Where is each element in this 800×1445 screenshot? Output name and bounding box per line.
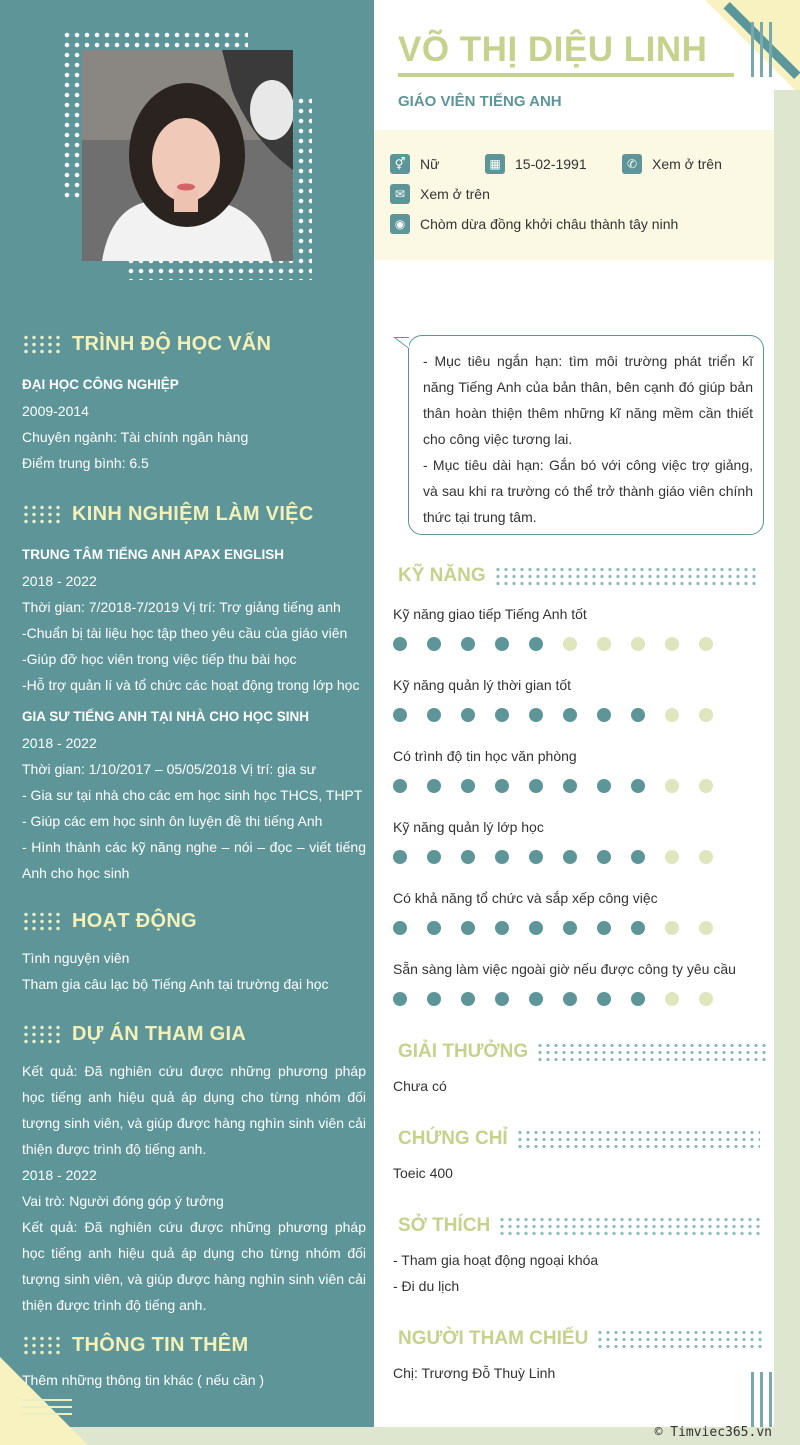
skill-rating	[393, 992, 713, 1006]
address-value: Chòm dừa đồng khởi châu thành tây ninh	[420, 216, 679, 232]
phone-icon: ✆	[622, 154, 642, 174]
dots-decoration	[498, 1216, 760, 1236]
dots-decoration	[536, 1042, 766, 1062]
skill-dot	[393, 850, 407, 864]
activity-item: Tham gia câu lạc bộ Tiếng Anh tại trường đại học	[22, 976, 329, 992]
job-duty: -Giúp đỡ học viên trong việc tiếp thu bài học	[22, 651, 297, 667]
skill-dot	[665, 850, 679, 864]
awards-heading	[398, 1039, 766, 1065]
skill-dot	[461, 708, 475, 722]
hobbies-heading	[398, 1213, 760, 1239]
skill-dot	[563, 850, 577, 864]
candidate-name: VÕ THỊ DIỆU LINH	[398, 30, 708, 69]
objective-short-term: - Mục tiêu ngắn hạn: tìm môi trường phát triển kĩ năng Tiếng Anh của bản thân, bên cạnh đó giúp bản thân hoàn thiện thêm những kĩ năng mềm cần thiết cho công việc tương lai.	[423, 353, 753, 447]
vertical-lines-decoration	[751, 22, 772, 77]
skill-dot	[529, 850, 543, 864]
activity-item: Tình nguyện viên	[22, 950, 130, 966]
skill-dot	[393, 637, 407, 651]
email-value: Xem ở trên	[420, 186, 490, 202]
skill-dot	[699, 850, 713, 864]
skill-label: Có khả năng tổ chức và sắp xếp công việc	[393, 890, 658, 906]
certificates-title: CHỨNG CHỈ	[398, 1128, 508, 1149]
education-heading	[22, 330, 366, 358]
more-info-text: Thêm những thông tin khác ( nếu cần )	[22, 1372, 265, 1388]
contact-email	[390, 184, 490, 204]
mail-icon: ✉	[390, 184, 410, 204]
skill-dot	[393, 708, 407, 722]
awards-text: Chưa có	[393, 1078, 447, 1094]
skill-dot	[563, 921, 577, 935]
job-company: GIA SƯ TIẾNG ANH TẠI NHÀ CHO HỌC SINH	[22, 709, 309, 724]
skill-dot	[597, 992, 611, 1006]
activities-section	[22, 907, 366, 997]
skill-dot	[699, 921, 713, 935]
skill-dot	[461, 779, 475, 793]
skill-dot	[393, 921, 407, 935]
skill-dot	[461, 992, 475, 1006]
experience-title: KINH NGHIỆM LÀM VIỆC	[72, 502, 314, 525]
skill-dot	[597, 850, 611, 864]
skill-label: Có trình độ tin học văn phòng	[393, 748, 577, 764]
skill-label: Kỹ năng quản lý thời gian tốt	[393, 677, 572, 693]
skill-dot	[529, 637, 543, 651]
skill-dot	[461, 637, 475, 651]
vertical-lines-decoration-bottom	[751, 1372, 772, 1427]
job-role: Thời gian: 7/2018-7/2019 Vị trí: Trợ giảng tiếng anh	[22, 599, 341, 615]
project-result: Kết quả: Đã nghiên cứu được những phương pháp học tiếng anh hiệu quả áp dụng cho từng nhóm đối tượng sinh viên, và giúp được hàng nghìn sinh viên cải thiện được trình độ tiếng anh.	[22, 1063, 366, 1157]
education-title: TRÌNH ĐỘ HỌC VẤN	[72, 332, 272, 355]
skill-rating	[393, 637, 713, 651]
dots-decoration	[494, 566, 756, 586]
education-major: Chuyên ngành: Tài chính ngân hàng	[22, 429, 249, 445]
job-duty: -Chuẩn bị tài liệu học tập theo yêu cầu của giáo viên	[22, 625, 348, 641]
more-info-title: THÔNG TIN THÊM	[72, 1333, 249, 1356]
skill-label: Kỹ năng quản lý lớp học	[393, 819, 544, 835]
job-duty: -Hỗ trợ quản lí và tổ chức các hoạt động trong lớp học	[22, 677, 360, 693]
career-objective	[408, 335, 764, 535]
certificates-text: Toeic 400	[393, 1165, 453, 1181]
skill-dot	[529, 779, 543, 793]
skill-label: Kỹ năng giao tiếp Tiếng Anh tốt	[393, 606, 587, 622]
references-text: Chị: Trương Đỗ Thuỳ Linh	[393, 1365, 556, 1381]
birthday-value: 15-02-1991	[515, 156, 587, 172]
job-title: GIÁO VIÊN TIẾNG ANH	[398, 93, 562, 110]
project-period: 2018 - 2022	[22, 1167, 97, 1183]
skill-dot	[393, 779, 407, 793]
certificates-heading	[398, 1126, 760, 1152]
horizontal-lines-decoration	[22, 1399, 72, 1420]
job-period: 2018 - 2022	[22, 735, 97, 751]
skill-dot	[631, 850, 645, 864]
projects-heading	[22, 1020, 366, 1048]
skill-dot	[427, 637, 441, 651]
activities-heading	[22, 907, 366, 935]
dots-decoration	[22, 334, 62, 354]
contact-address	[390, 214, 678, 234]
education-period: 2009-2014	[22, 403, 89, 419]
location-icon: ◉	[390, 214, 410, 234]
skill-dot	[461, 921, 475, 935]
phone-value: Xem ở trên	[652, 156, 722, 172]
references-heading	[398, 1326, 766, 1352]
awards-title: GIẢI THƯỞNG	[398, 1041, 529, 1062]
skill-dot	[495, 850, 509, 864]
skill-dot	[597, 779, 611, 793]
skill-dot	[563, 992, 577, 1006]
skill-dot	[631, 779, 645, 793]
contact-birthday	[485, 154, 587, 174]
projects-title: DỰ ÁN THAM GIA	[72, 1022, 247, 1045]
skill-dot	[699, 708, 713, 722]
skill-dot	[699, 992, 713, 1006]
skill-dot	[665, 992, 679, 1006]
skill-dot	[665, 637, 679, 651]
skill-dot	[529, 921, 543, 935]
education-gpa: Điểm trung bình: 6.5	[22, 455, 149, 471]
dots-decoration	[516, 1129, 760, 1149]
skill-dot	[631, 708, 645, 722]
skills-heading	[398, 563, 756, 589]
skill-rating	[393, 708, 713, 722]
objective-long-term: - Mục tiêu dài hạn: Gắn bó với công việc trợ giảng, và sau khi ra trường có thể trở thành giáo viên chính thức tại trung tâm.	[423, 457, 753, 525]
skill-dot	[427, 921, 441, 935]
hobbies-title: SỞ THÍCH	[398, 1215, 491, 1236]
dots-decoration	[596, 1329, 766, 1349]
project-result: Kết quả: Đã nghiên cứu được những phương pháp học tiếng anh hiệu quả áp dụng cho từng nhóm đối tượng sinh viên, và giúp được hàng nghìn sinh viên cải thiện được trình độ tiếng anh.	[22, 1219, 366, 1313]
skill-dot	[665, 779, 679, 793]
skill-label: Sẵn sàng làm việc ngoài giờ nếu được công ty yêu cầu	[393, 961, 736, 977]
skills-title: KỸ NĂNG	[398, 565, 486, 586]
experience-section	[22, 500, 366, 886]
references-title: NGƯỜI THAM CHIẾU	[398, 1328, 589, 1349]
skill-dot	[597, 708, 611, 722]
education-school: ĐẠI HỌC CÔNG NGHIỆP	[22, 377, 179, 392]
skill-dot	[563, 708, 577, 722]
skill-dot	[495, 708, 509, 722]
skill-dot	[597, 921, 611, 935]
skill-dot	[563, 779, 577, 793]
left-column	[0, 0, 374, 1427]
dots-decoration	[22, 911, 62, 931]
hobby-item: - Tham gia hoạt động ngoại khóa	[393, 1252, 599, 1268]
skill-dot	[699, 637, 713, 651]
profile-photo	[82, 50, 293, 261]
dots-decoration	[22, 504, 62, 524]
dots-decoration	[22, 1024, 62, 1044]
contact-phone	[622, 154, 722, 174]
watermark: © Timviec365.vn	[654, 1425, 772, 1440]
job-duty: - Gia sư tại nhà cho các em học sinh học THCS, THPT	[22, 787, 363, 803]
skill-dot	[461, 850, 475, 864]
projects-section	[22, 1020, 366, 1318]
dots-decoration	[22, 1335, 62, 1355]
skill-dot	[563, 637, 577, 651]
skill-dot	[665, 921, 679, 935]
contact-gender	[390, 154, 439, 174]
project-role: Vai trò: Người đóng góp ý tưởng	[22, 1193, 224, 1209]
experience-heading	[22, 500, 366, 528]
education-section	[22, 330, 366, 476]
skill-dot	[393, 992, 407, 1006]
more-info-heading	[22, 1331, 366, 1359]
job-period: 2018 - 2022	[22, 573, 97, 589]
gender-value: Nữ	[420, 156, 440, 172]
hobby-item: - Đi du lịch	[393, 1278, 460, 1294]
skill-dot	[427, 708, 441, 722]
job-company: TRUNG TÂM TIẾNG ANH APAX ENGLISH	[22, 547, 284, 562]
right-edge-bar	[774, 90, 800, 1430]
speech-bubble-tail-inner	[396, 338, 409, 348]
skill-dot	[495, 992, 509, 1006]
calendar-icon: ▦	[485, 154, 505, 174]
skill-dot	[495, 779, 509, 793]
skill-dot	[495, 637, 509, 651]
gender-icon: ⚥	[390, 154, 410, 174]
skill-dot	[529, 708, 543, 722]
job-duty: - Hình thành các kỹ năng nghe – nói – đọc – viết tiếng Anh cho học sinh	[22, 839, 366, 881]
skill-dot	[631, 992, 645, 1006]
skill-dot	[495, 921, 509, 935]
skill-dot	[631, 637, 645, 651]
skill-dot	[597, 637, 611, 651]
skill-dot	[427, 779, 441, 793]
job-duty: - Giúp các em học sinh ôn luyện đề thi tiếng Anh	[22, 813, 323, 829]
skill-dot	[665, 708, 679, 722]
skill-dot	[427, 850, 441, 864]
skill-dot	[631, 921, 645, 935]
activities-title: HOẠT ĐỘNG	[72, 909, 197, 932]
skill-rating	[393, 850, 713, 864]
skill-dot	[699, 779, 713, 793]
skill-dot	[529, 992, 543, 1006]
skill-dot	[427, 992, 441, 1006]
skill-rating	[393, 779, 713, 793]
job-role: Thời gian: 1/10/2017 – 05/05/2018 Vị trí: gia sư	[22, 761, 317, 777]
skill-rating	[393, 921, 713, 935]
name-underline	[398, 73, 734, 77]
